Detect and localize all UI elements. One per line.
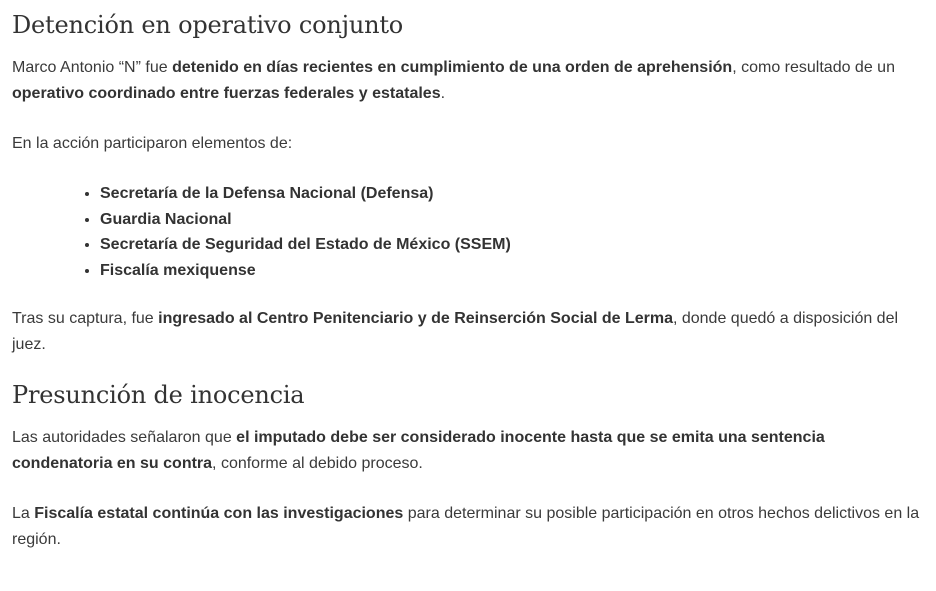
- participants-list: [12, 181, 924, 283]
- text-run: .: [440, 85, 446, 102]
- bold-text-fiscalia: Fiscalía estatal continúa con las investigaciones: [34, 505, 404, 522]
- paragraph-capture: [12, 306, 924, 358]
- bold-text-innocence: el imputado debe ser considerado inocente hasta que se emita una sentencia condenatoria en su contra: [12, 429, 825, 472]
- text-run: para determinar su posible participación en otros hechos delictivos en la región.: [12, 505, 920, 548]
- paragraph-arrest: [12, 55, 924, 107]
- paragraph-innocence: [12, 425, 924, 477]
- text-run: , como resultado de un: [732, 59, 895, 76]
- text-run: La: [12, 505, 35, 522]
- paragraph-participants-intro: En la acción participaron elementos de:: [12, 135, 293, 152]
- text-run: Tras su captura, fue: [12, 310, 159, 327]
- list-item: • Secretaría de la Defensa Nacional (Defensa): [100, 181, 924, 207]
- paragraph-investigation: [12, 501, 924, 553]
- bold-text-arrest: detenido en días recientes en cumplimiento de una orden de aprehensión: [172, 59, 733, 76]
- text-run: , donde quedó a disposición del juez.: [12, 310, 899, 353]
- list-item: • Fiscalía mexiquense: [100, 258, 924, 284]
- list-item: • Guardia Nacional: [100, 207, 924, 233]
- text-run: , conforme al debido proceso.: [212, 455, 423, 472]
- text-run: Las autoridades señalaron que: [12, 429, 237, 446]
- list-item: • Secretaría de Seguridad del Estado de México (SSEM): [100, 232, 924, 258]
- bold-text-operation: operativo coordinado entre fuerzas federales y estatales: [12, 85, 441, 102]
- section-heading-presuncion: Presunción de inocencia: [12, 381, 305, 409]
- section-heading-detencion: Detención en operativo conjunto: [12, 11, 404, 39]
- text-run: Marco Antonio “N” fue: [12, 59, 173, 76]
- bold-text-prison: ingresado al Centro Penitenciario y de Reinserción Social de Lerma: [158, 310, 673, 327]
